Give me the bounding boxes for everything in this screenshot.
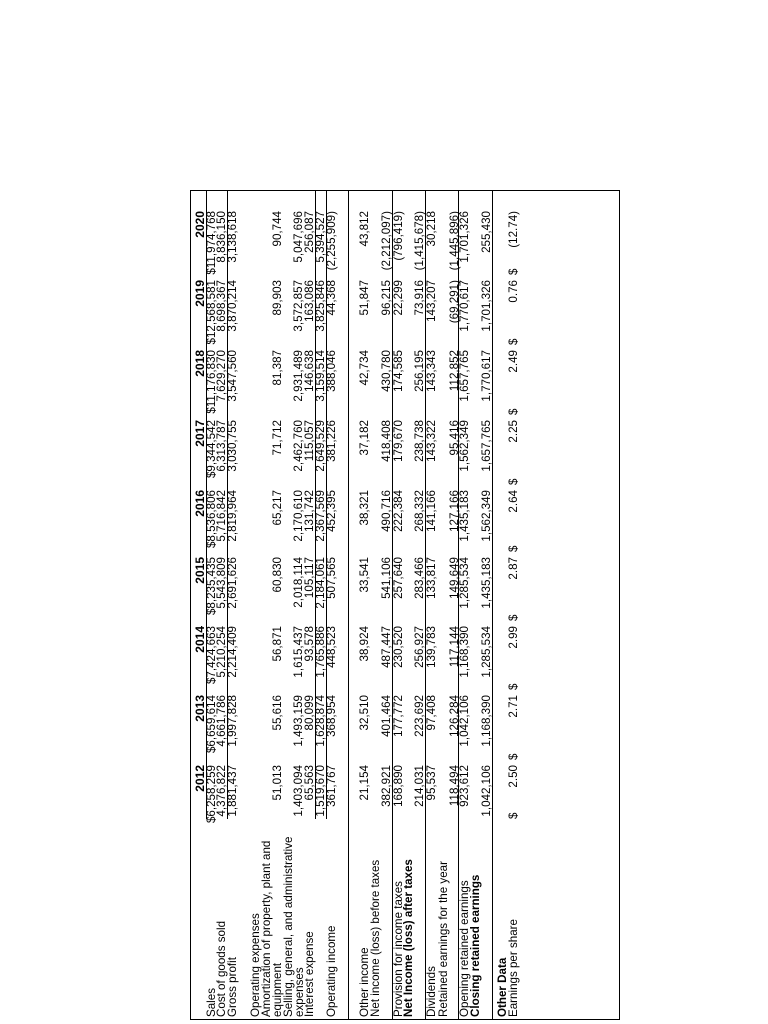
value-cell: 1,562,349 — [458, 420, 471, 472]
value-cell: $7,424,663 — [205, 626, 218, 685]
value-cell: $11,176,830 — [205, 350, 218, 414]
currency-symbol: $ — [507, 683, 520, 690]
value-cell: 1,285,534 — [458, 557, 471, 609]
rule-line — [227, 191, 228, 819]
value-cell: 139,783 — [425, 626, 438, 668]
value-cell: 0.76 — [507, 280, 520, 303]
value-cell: (2,255,909) — [325, 211, 338, 271]
value-cell: 1,657,765 — [458, 350, 471, 402]
value-cell: 65,217 — [271, 490, 284, 526]
value-cell: 3,547,560 — [226, 350, 239, 402]
value-cell: 1,168,390 — [458, 626, 471, 678]
value-cell: 71,712 — [271, 420, 284, 456]
rule-line — [326, 191, 327, 819]
currency-symbol: $ — [507, 268, 520, 275]
value-cell: 1,881,437 — [226, 765, 239, 817]
value-cell: 56,871 — [271, 626, 284, 662]
value-cell: 143,322 — [425, 420, 438, 462]
value-cell: 60,830 — [271, 557, 284, 593]
value-cell: 381,226 — [325, 420, 338, 462]
row-label: Gross profit — [226, 957, 239, 1017]
year-header: 2020 — [193, 211, 207, 238]
value-cell: 388,046 — [325, 350, 338, 392]
value-cell: 487,447 — [380, 626, 393, 668]
year-header: 2017 — [193, 420, 207, 447]
value-cell: 1,765,886 — [314, 626, 327, 678]
value-cell: 112,852 — [448, 350, 461, 392]
value-cell: 1,168,390 — [480, 695, 493, 747]
value-cell: 146,638 — [303, 350, 316, 392]
row-label: Closing retained earnings — [469, 874, 482, 1017]
row-label: Operating income — [325, 925, 338, 1017]
value-cell: 3,870,214 — [226, 280, 239, 332]
row-label: Other income — [358, 947, 371, 1017]
value-cell: 141,166 — [425, 490, 438, 532]
value-cell: (1,415,678) — [413, 211, 426, 271]
value-cell: $6,258,259 — [205, 765, 218, 824]
value-cell: 80,099 — [303, 695, 316, 731]
value-cell: 96,215 — [380, 280, 393, 316]
value-cell: $12,568,581 — [205, 280, 218, 345]
value-cell: 2.49 — [507, 350, 520, 373]
value-cell: 105,117 — [303, 557, 316, 599]
value-cell: 168,890 — [392, 765, 405, 807]
value-cell: 1,042,106 — [458, 695, 471, 747]
value-cell: 3,138,618 — [226, 211, 239, 263]
value-cell: 490,716 — [380, 490, 393, 532]
value-cell: 115,057 — [303, 420, 316, 462]
value-cell: 2,018,114 — [292, 557, 305, 608]
value-cell: 2.99 — [507, 626, 520, 649]
value-cell: 268,332 — [413, 490, 426, 532]
row-label: Other Data — [496, 957, 509, 1017]
value-cell: 38,924 — [358, 626, 371, 662]
value-cell: 2,367,569 — [314, 490, 327, 542]
value-cell: 1,770,617 — [480, 350, 493, 402]
value-cell: 3,825,846 — [314, 280, 327, 332]
value-cell: 256,195 — [413, 350, 426, 392]
value-cell: 2,184,061 — [314, 557, 327, 609]
value-cell: 97,408 — [425, 695, 438, 731]
value-cell: 5,210,254 — [215, 626, 228, 678]
row-label: Sales — [205, 987, 218, 1017]
value-cell: 2,649,529 — [314, 420, 327, 472]
value-cell: (69,291) — [448, 280, 461, 324]
value-cell: 214,031 — [413, 765, 426, 807]
value-cell: 5,716,842 — [215, 490, 228, 542]
value-cell: 5,047,696 — [292, 211, 305, 263]
value-cell: 37,182 — [358, 420, 371, 456]
currency-symbol: $ — [507, 614, 520, 621]
value-cell: 33,541 — [358, 557, 371, 593]
value-cell: 8,698,367 — [215, 280, 228, 332]
row-label: Operating expenses — [249, 913, 262, 1017]
row-label: Interest expense — [303, 931, 316, 1017]
row-label: Net income (loss) before taxes — [369, 859, 382, 1017]
row-label: Dividends — [425, 966, 438, 1017]
value-cell: 143,207 — [425, 280, 438, 322]
value-cell: 3,159,514 — [314, 350, 327, 402]
value-cell: 1,628,874 — [314, 695, 327, 747]
value-cell: 4,376,822 — [215, 765, 228, 817]
financial-table — [190, 190, 620, 1020]
value-cell: 2,214,409 — [226, 626, 239, 678]
value-cell: 65,563 — [303, 765, 316, 801]
value-cell: 230,520 — [392, 626, 405, 668]
value-cell: 238,738 — [413, 420, 426, 462]
value-cell: 133,817 — [425, 557, 438, 599]
value-cell: 541,106 — [380, 557, 393, 599]
value-cell: 1,562,349 — [480, 490, 493, 542]
currency-symbol: $ — [507, 545, 520, 552]
value-cell: 127,166 — [448, 490, 461, 532]
value-cell: 418,408 — [380, 420, 393, 462]
value-cell: 1,701,326 — [458, 211, 471, 263]
value-cell: 90,744 — [271, 211, 284, 247]
value-cell: 51,847 — [358, 280, 371, 316]
value-cell: 5,543,809 — [215, 557, 228, 609]
value-cell: 2,819,964 — [226, 490, 239, 542]
value-cell: 143,343 — [425, 350, 438, 392]
value-cell: 361,767 — [325, 765, 338, 807]
value-cell: 73,916 — [413, 280, 426, 316]
value-cell: 118,494 — [448, 765, 461, 807]
value-cell: 174,585 — [392, 350, 405, 392]
value-cell: $8,235,435 — [205, 557, 218, 616]
rule-line — [348, 191, 349, 1019]
value-cell: 3,030,755 — [226, 420, 239, 472]
value-cell: 1,997,828 — [226, 695, 239, 747]
value-cell: 8,836,150 — [215, 211, 228, 263]
year-header: 2019 — [193, 280, 207, 307]
value-cell: 2.87 — [507, 557, 520, 580]
rule-line — [206, 191, 207, 819]
row-label: Amortization of property, plant and equipment — [260, 840, 284, 1017]
year-header: 2014 — [193, 626, 207, 653]
value-cell: 1,403,094 — [292, 765, 305, 817]
value-cell: 255,430 — [480, 211, 493, 253]
value-cell: (796,419) — [392, 211, 405, 261]
value-cell: 1,701,326 — [480, 280, 493, 332]
value-cell: 1,615,437 — [292, 626, 305, 678]
value-cell: 22,299 — [392, 280, 405, 316]
value-cell: 117,144 — [448, 626, 461, 668]
rule-line — [425, 191, 426, 1019]
row-label: Provision for income taxes — [392, 881, 405, 1017]
value-cell: 6,313,787 — [215, 420, 228, 472]
year-header: 2018 — [193, 350, 207, 377]
value-cell: 448,523 — [325, 626, 338, 668]
value-cell: 222,384 — [392, 490, 405, 532]
value-cell: 257,640 — [392, 557, 405, 599]
value-cell: (12.74) — [507, 211, 520, 248]
value-cell: 38,321 — [358, 490, 371, 526]
year-header: 2015 — [193, 557, 207, 584]
value-cell: 223,692 — [413, 695, 426, 737]
row-label: Cost of goods sold — [215, 920, 228, 1017]
value-cell: 7,629,270 — [215, 350, 228, 402]
row-label: Retained earnings for the year — [437, 861, 450, 1017]
value-cell: 1,042,106 — [480, 765, 493, 817]
value-cell: 2.25 — [507, 420, 520, 443]
value-cell: 55,616 — [271, 695, 284, 731]
value-cell: 1,435,183 — [458, 490, 471, 542]
value-cell: 179,670 — [392, 420, 405, 462]
value-cell: 1,435,183 — [480, 557, 493, 609]
currency-symbol: $ — [507, 478, 520, 485]
value-cell: 1,285,534 — [480, 626, 493, 678]
value-cell: 256,927 — [413, 626, 426, 668]
value-cell: 2.64 — [507, 490, 520, 513]
value-cell: 1,770,617 — [458, 280, 471, 332]
value-cell: 44,368 — [325, 280, 338, 316]
value-cell: $9,344,542 — [205, 420, 218, 479]
value-cell: 126,284 — [448, 695, 461, 737]
value-cell: 5,394,527 — [314, 211, 327, 263]
value-cell: 93,578 — [303, 626, 316, 662]
value-cell: 21,154 — [358, 765, 371, 801]
currency-symbol: $ — [507, 338, 520, 345]
value-cell: 256,087 — [303, 211, 316, 253]
currency-symbol: $ — [507, 753, 520, 760]
value-cell: 131,742 — [303, 490, 316, 532]
value-cell: $11,974,768 — [205, 211, 218, 275]
value-cell: 89,903 — [271, 280, 284, 316]
value-cell: 401,464 — [380, 695, 393, 737]
rule-line — [392, 191, 393, 1019]
value-cell: 2.71 — [507, 695, 520, 718]
row-label: Net Income (loss) after taxes — [402, 859, 415, 1017]
value-cell: (1,445,896) — [448, 211, 461, 271]
value-cell: 3,572,857 — [292, 280, 305, 332]
value-cell: 452,395 — [325, 490, 338, 532]
value-cell: 81,387 — [271, 350, 284, 386]
value-cell: $8,536,806 — [205, 490, 218, 549]
value-cell: 2.50 — [507, 765, 520, 788]
value-cell: 4,661,786 — [215, 695, 228, 747]
value-cell: 507,565 — [325, 557, 338, 599]
value-cell: 149,649 — [448, 557, 461, 599]
value-cell: 368,954 — [325, 695, 338, 737]
value-cell: 51,013 — [271, 765, 284, 801]
row-label: Selling, general, and administrative expenses — [282, 836, 306, 1017]
value-cell: 283,466 — [413, 557, 426, 599]
value-cell: 42,734 — [358, 350, 371, 386]
year-header: 2012 — [193, 765, 207, 792]
year-header: 2016 — [193, 490, 207, 517]
row-label: Earnings per share — [507, 919, 520, 1017]
value-cell: 95,537 — [425, 765, 438, 801]
currency-symbol: $ — [507, 408, 520, 415]
value-cell: 382,921 — [380, 765, 393, 807]
value-cell: 163,086 — [303, 280, 316, 322]
value-cell: 923,612 — [458, 765, 471, 807]
value-cell: 95,416 — [448, 420, 461, 456]
value-cell: 2,691,626 — [226, 557, 239, 609]
rule-line — [492, 191, 493, 1019]
year-header: 2013 — [193, 695, 207, 722]
value-cell: 177,772 — [392, 695, 405, 737]
row-label: Opening retained earnings — [458, 880, 471, 1017]
value-cell: (2,212,097) — [380, 211, 393, 271]
value-cell: 30,218 — [425, 211, 438, 247]
value-cell: 2,462,760 — [292, 420, 305, 472]
currency-symbol: $ — [507, 812, 520, 819]
value-cell: 2,170,610 — [292, 490, 305, 542]
rule-line — [315, 191, 316, 819]
value-cell: 2,931,489 — [292, 350, 305, 402]
value-cell: 32,510 — [358, 695, 371, 731]
value-cell: 1,493,159 — [292, 695, 305, 747]
value-cell: $6,659,614 — [205, 695, 218, 754]
value-cell: 43,812 — [358, 211, 371, 247]
rule-line — [458, 191, 459, 1019]
value-cell: 430,780 — [380, 350, 393, 392]
value-cell: 1,657,765 — [480, 420, 493, 472]
value-cell: 1,519,670 — [314, 765, 327, 817]
